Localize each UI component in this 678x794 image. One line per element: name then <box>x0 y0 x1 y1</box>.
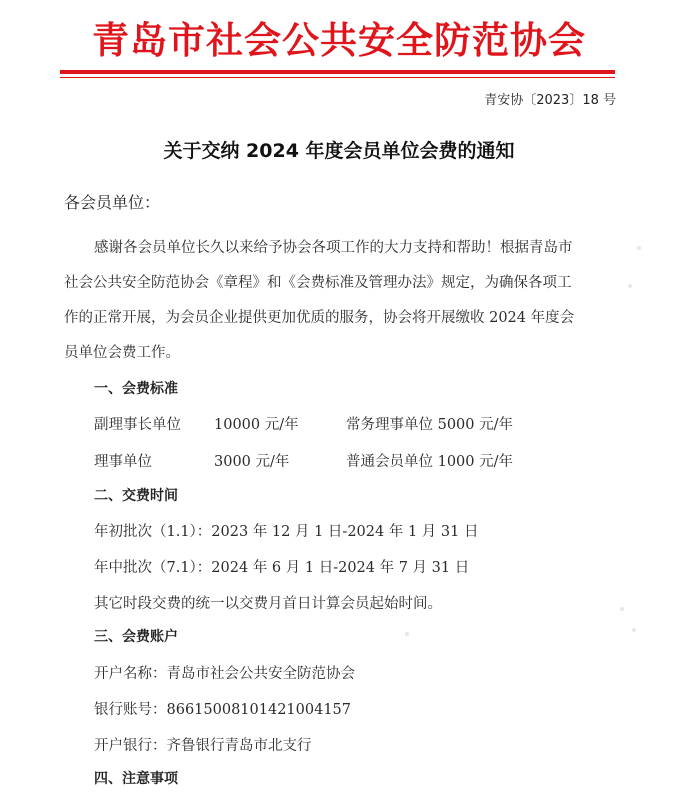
intro-line-4: 员单位会费工作。 <box>64 345 180 361</box>
scan-speck <box>637 246 641 250</box>
fee-amount-director: 3000 元/年 <box>214 454 290 470</box>
document-number: 青安协〔2023〕18 号 <box>484 93 616 108</box>
intro-line-1: 感谢各会员单位长久以来给予协会各项工作的大力支持和帮助！根据青岛市 <box>94 240 573 256</box>
red-header-rule-thin <box>60 77 615 78</box>
notice-title: 关于交纳 2024 年度会员单位会费的通知 <box>163 140 515 162</box>
scan-speck <box>405 632 409 636</box>
section-heading-notes: 四、注意事项 <box>94 771 178 787</box>
fee-ordinary-member: 普通会员单位 1000 元/年 <box>346 454 514 470</box>
red-header-rule-thick <box>60 70 615 74</box>
fee-label-vice-chair: 副理事长单位 <box>94 417 181 433</box>
payment-batch-mid-year: 年中批次（7.1）：2024 年 6 月 1 日-2024 年 7 月 31 日 <box>94 560 470 576</box>
account-name: 开户名称：青岛市社会公共安全防范协会 <box>94 666 355 682</box>
organization-title: 青岛市社会公共安全防范协会 <box>92 18 586 62</box>
section-heading-payment-time: 二、交费时间 <box>94 488 178 504</box>
intro-line-2: 社会公共安全防范协会《章程》和《会费标准及管理办法》规定，为确保各项工 <box>64 275 572 291</box>
addressee: 各会员单位： <box>64 193 161 212</box>
account-number: 银行账号：86615008101421004157 <box>94 702 352 718</box>
scan-speck <box>628 284 632 288</box>
payment-note: 其它时段交费的统一以交费月首日计算会员起始时间。 <box>94 596 442 612</box>
fee-label-director: 理事单位 <box>94 454 152 470</box>
scan-speck <box>620 607 624 611</box>
account-bank: 开户银行：齐鲁银行青岛市北支行 <box>94 738 312 754</box>
section-heading-fee-standard: 一、会费标准 <box>94 381 178 397</box>
scan-speck <box>632 628 636 632</box>
fee-standing-director: 常务理事单位 5000 元/年 <box>346 417 514 433</box>
section-heading-account: 三、会费账户 <box>94 629 178 645</box>
intro-line-3: 作的正常开展，为会员企业提供更加优质的服务，协会将开展缴收 2024 年度会 <box>64 310 575 326</box>
payment-batch-start-year: 年初批次（1.1）：2023 年 12 月 1 日-2024 年 1 月 31 日 <box>94 524 479 540</box>
fee-amount-vice-chair: 10000 元/年 <box>214 417 299 433</box>
